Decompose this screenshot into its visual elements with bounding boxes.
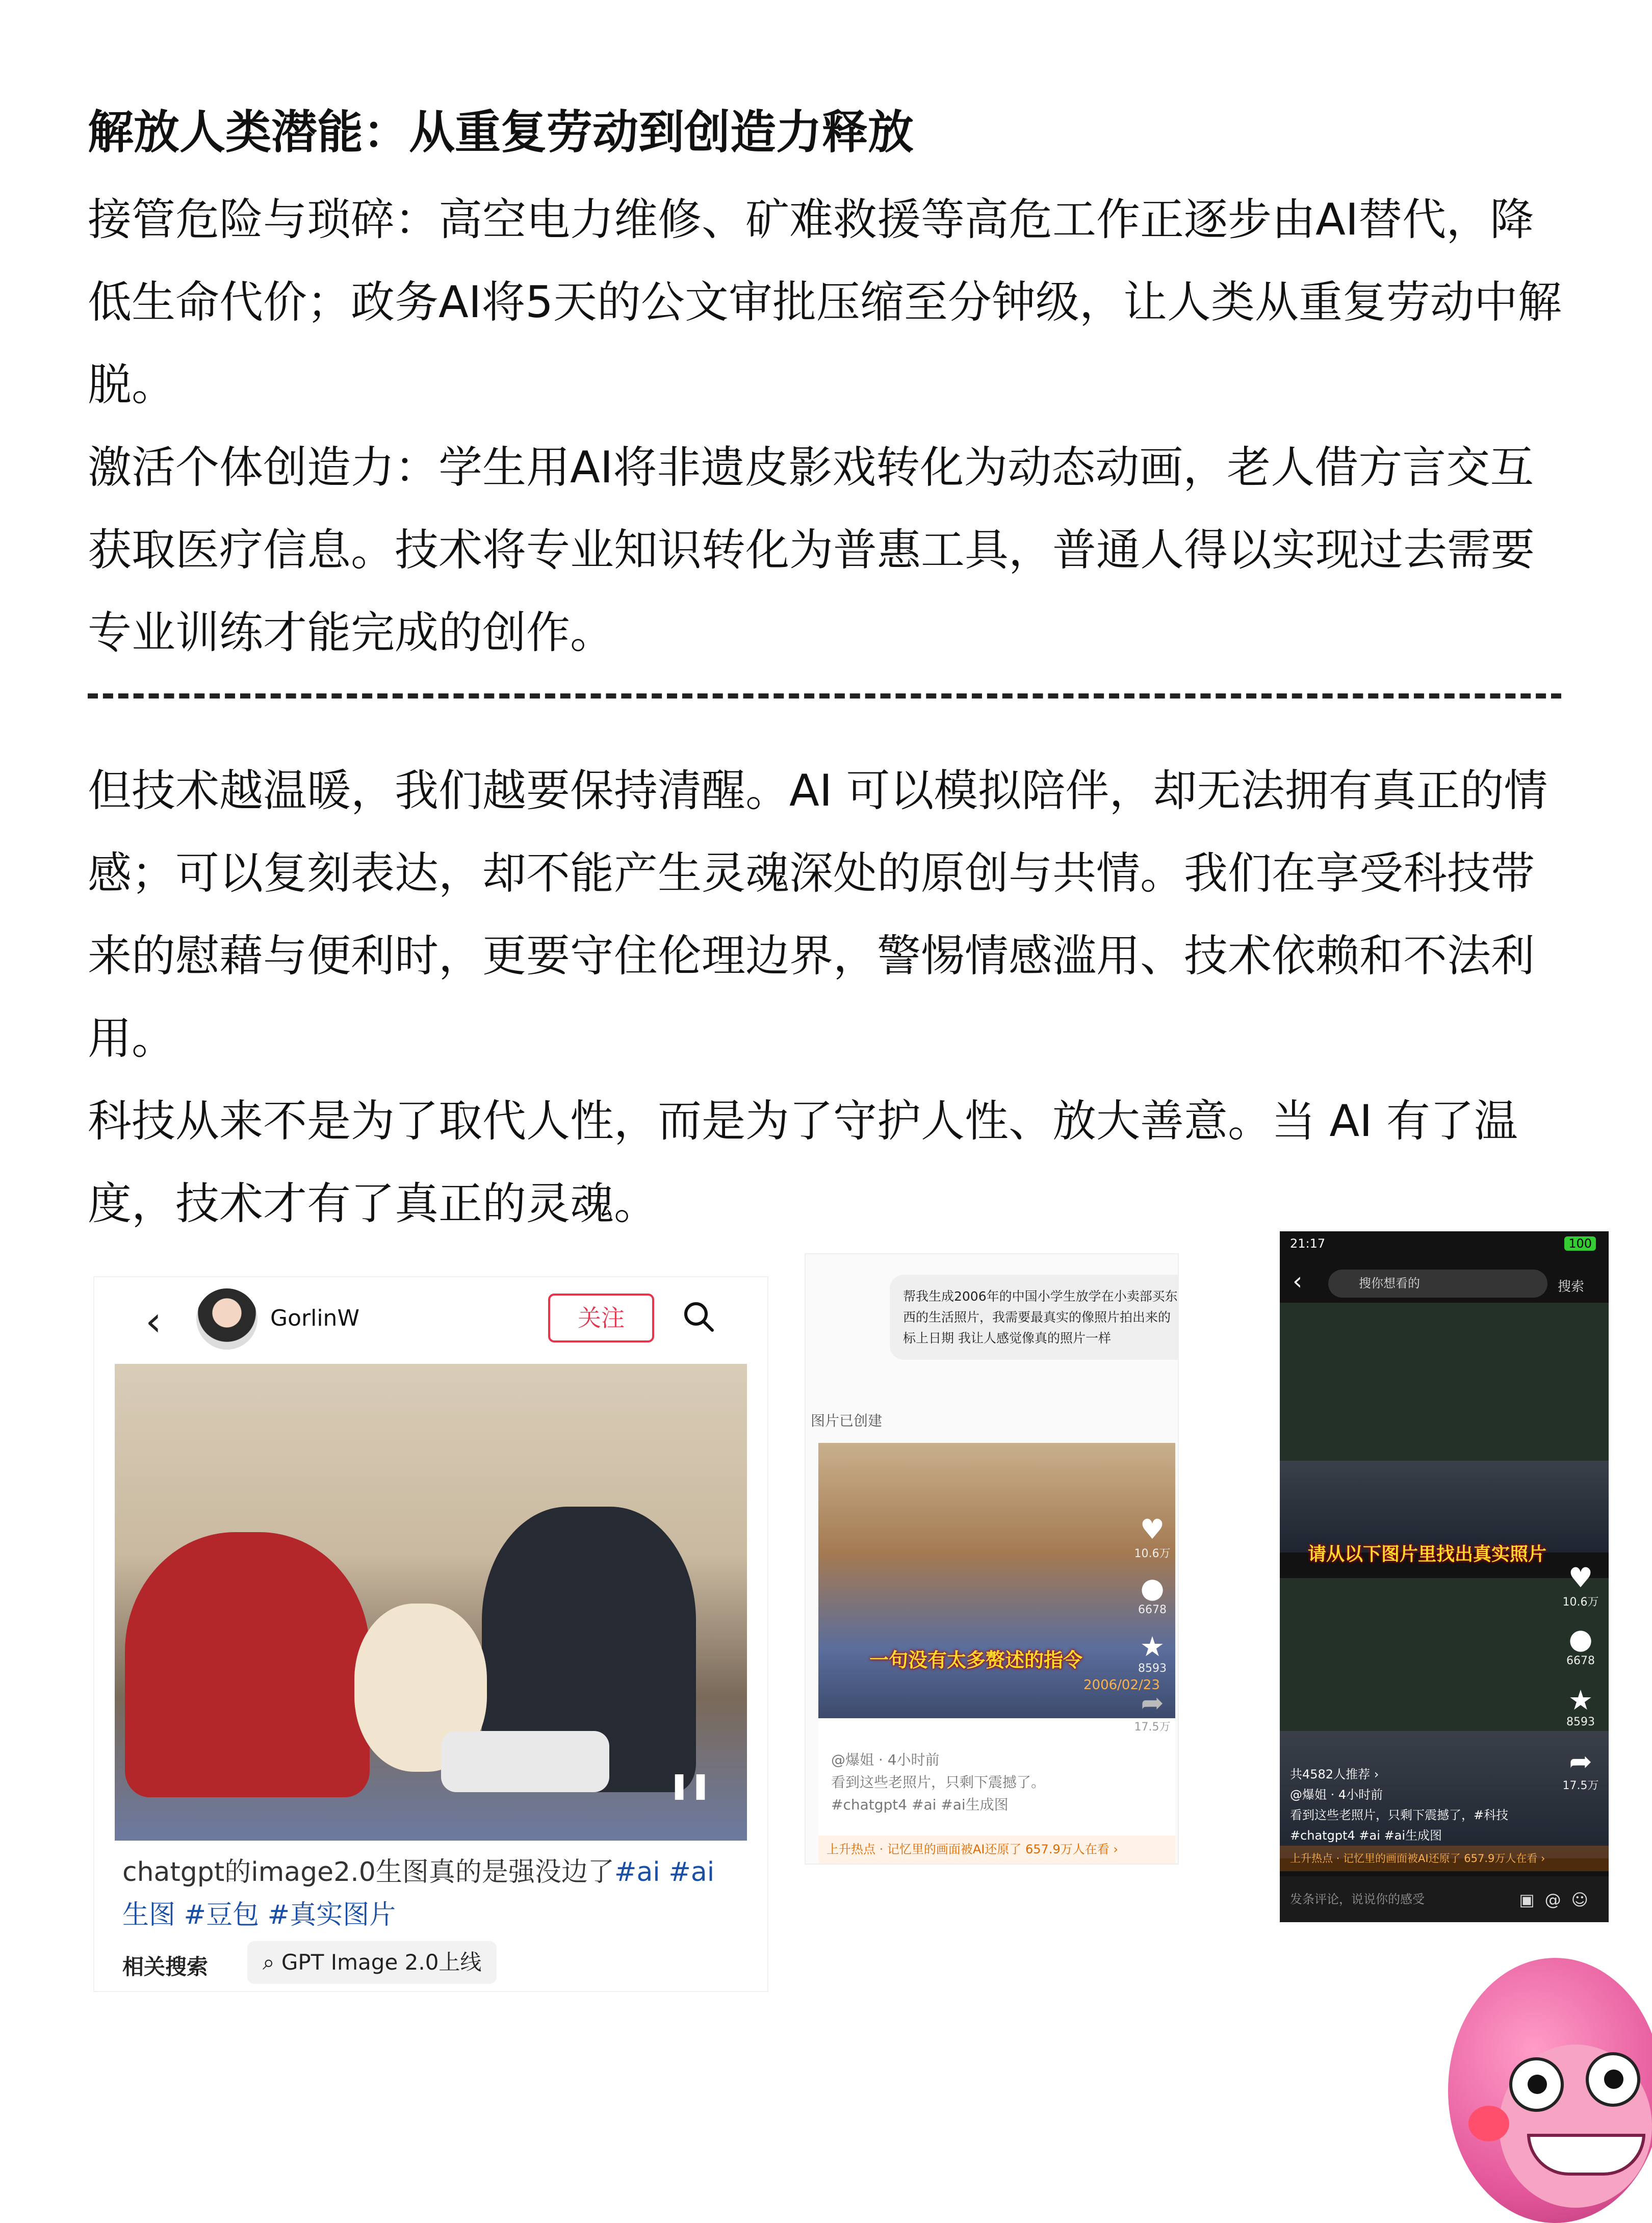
- post-header: [94, 1277, 767, 1354]
- follow-button[interactable]: 关注: [548, 1294, 654, 1342]
- status-bar: [1290, 1236, 1596, 1251]
- search-button[interactable]: 搜索: [1558, 1279, 1585, 1295]
- hot-topic-bar[interactable]: 上升热点 · 记忆里的画面被AI还原了 657.9万人在看 ›: [818, 1836, 1175, 1864]
- screenshot-video-app: [1280, 1231, 1609, 1922]
- video-meta: [1290, 1764, 1576, 1846]
- comment-count: 6678: [1566, 1655, 1595, 1667]
- pause-icon[interactable]: ❚❚: [668, 1770, 711, 1800]
- star-icon: ★: [1568, 1684, 1593, 1716]
- share-action[interactable]: [1129, 1688, 1175, 1734]
- back-arrow-icon[interactable]: ‹: [145, 1298, 162, 1345]
- back-arrow-icon[interactable]: ‹: [1293, 1267, 1303, 1296]
- mascot-cheek: [1468, 2106, 1509, 2141]
- family-photo[interactable]: [115, 1364, 747, 1841]
- related-search-text: GPT Image 2.0上线: [281, 1950, 482, 1975]
- paragraph-creativity: 激活个体创造力：学生用AI将非遗皮影戏转化为动态动画，老人借方言交互获取医疗信息。技术将专业知识转化为普惠工具，普通人得以实现过去需要专业训练才能完成的创作。: [88, 442, 1535, 658]
- dashed-divider: [88, 693, 1561, 699]
- video-banner: 请从以下图片里找出真实照片: [1308, 1544, 1547, 1565]
- image-created-label: 图片已创建: [811, 1412, 883, 1429]
- like-count: 10.6万: [1134, 1547, 1171, 1560]
- status-time: 21:17: [1290, 1236, 1326, 1251]
- avatar[interactable]: [196, 1288, 257, 1350]
- paragraph-dangerous-work: 接管危险与琐碎：高空电力维修、矿难救援等高危工作正逐步由AI替代，降低生命代价；政务AI将5天的公文审批压缩至分钟级，让人类从重复劳动中解脱。: [88, 194, 1562, 410]
- comment-action[interactable]: [1558, 1624, 1604, 1667]
- screenshot-chat-video: [806, 1254, 1178, 1864]
- hashtag[interactable]: #ai: [614, 1857, 660, 1888]
- username[interactable]: GorlinW: [270, 1305, 359, 1331]
- comment-toolbar: [1519, 1890, 1598, 1909]
- image-icon[interactable]: ▣: [1519, 1890, 1545, 1909]
- recommend-count[interactable]: 共4582人推荐 ›: [1290, 1767, 1379, 1781]
- share-count: 17.5万: [1134, 1721, 1171, 1734]
- share-icon: ➦: [1141, 1687, 1164, 1719]
- section-heading: 解放人类潜能：从重复劳动到创造力释放: [88, 106, 914, 159]
- favorite-action[interactable]: [1129, 1632, 1175, 1675]
- video-banner: 一句没有太多赘述的指令: [869, 1649, 1083, 1671]
- comment-icon: ●: [1568, 1623, 1593, 1655]
- like-action[interactable]: [1558, 1563, 1604, 1609]
- date-stamp: 2006/02/23: [1083, 1677, 1160, 1693]
- hot-topic-bar[interactable]: 上升热点 · 记忆里的画面被AI还原了 657.9万人在看 ›: [1280, 1846, 1609, 1871]
- post-caption: [122, 1851, 734, 1936]
- mascot-eye: [1509, 2057, 1564, 2112]
- favorite-count: 8593: [1566, 1716, 1595, 1728]
- heart-icon: ♥: [1140, 1513, 1165, 1545]
- favorite-action[interactable]: [1558, 1685, 1604, 1728]
- mascot-eye: [1586, 2052, 1640, 2107]
- heart-icon: ♥: [1568, 1562, 1593, 1594]
- related-search-label: 相关搜索: [122, 1954, 209, 1979]
- screenshot-post: [94, 1277, 767, 1991]
- like-action[interactable]: [1129, 1514, 1175, 1561]
- comment-count: 6678: [1138, 1604, 1167, 1616]
- search-icon[interactable]: [681, 1299, 716, 1334]
- video-description: 看到这些老照片，只剩下震撼了。: [831, 1774, 1046, 1791]
- share-icon: ➦: [1569, 1745, 1592, 1777]
- photo-toy-car: [441, 1731, 609, 1792]
- favorite-count: 8593: [1138, 1662, 1167, 1675]
- comment-icon: ●: [1140, 1572, 1165, 1604]
- author[interactable]: @爆姐 · 4小时前: [1290, 1788, 1383, 1802]
- hashtag[interactable]: #ai生图: [122, 1857, 715, 1930]
- blackboard-photo-top: [1280, 1303, 1609, 1461]
- paragraph-conclusion: 科技从来不是为了取代人性，而是为了守护人性、放大善意。当 AI 有了温度，技术才有了真正的灵魂。: [88, 1096, 1518, 1229]
- battery-indicator: 100: [1564, 1236, 1596, 1251]
- shop-photo: [818, 1443, 1175, 1718]
- video-meta: [831, 1749, 1163, 1816]
- photo-woman: [125, 1532, 370, 1797]
- classroom-kids-top: [1280, 1461, 1609, 1553]
- related-search-chip[interactable]: ⌕ GPT Image 2.0上线: [247, 1941, 497, 1984]
- star-icon: ★: [1140, 1631, 1165, 1663]
- hashtag[interactable]: #豆包: [184, 1900, 260, 1930]
- at-icon[interactable]: @: [1544, 1890, 1571, 1909]
- caption-text: chatgpt的image2.0生图真的是强没边了: [122, 1857, 614, 1888]
- share-count: 17.5万: [1562, 1779, 1599, 1792]
- comment-action[interactable]: [1129, 1573, 1175, 1616]
- author[interactable]: @爆姐 · 4小时前: [831, 1751, 940, 1768]
- hashtag[interactable]: #真实图片: [267, 1900, 396, 1930]
- video-card[interactable]: [818, 1443, 1175, 1864]
- paragraph-stay-clear: 但技术越温暖，我们越要保持清醒。AI 可以模拟陪伴，却无法拥有真正的情感；可以复刻表达，却不能产生灵魂深处的原创与共情。我们在享受科技带来的慰藉与便利时，更要守住伦理边界，警惕情感滥用、技术依赖和不法利用。: [88, 765, 1548, 1064]
- video-hashtags[interactable]: #chatgpt4 #ai #ai生成图: [1290, 1828, 1442, 1843]
- video-description: 看到这些老照片，只剩下震撼了，#科技: [1290, 1808, 1509, 1822]
- like-count: 10.6万: [1562, 1596, 1599, 1609]
- search-input[interactable]: 搜你想看的: [1328, 1270, 1547, 1298]
- comment-input[interactable]: 发条评论，说说你的感受: [1280, 1876, 1609, 1922]
- emoji-icon[interactable]: ☺: [1571, 1890, 1598, 1909]
- pink-gorilla-mascot: [1417, 1958, 1652, 2203]
- video-hashtags[interactable]: #chatgpt4 #ai #ai生成图: [831, 1796, 1009, 1813]
- prompt-bubble: 帮我生成2006年的中国小学生放学在小卖部买东西的生活照片，我需要最真实的像照片拍出来的 标上日期 我让人感觉像真的照片一样: [890, 1275, 1178, 1360]
